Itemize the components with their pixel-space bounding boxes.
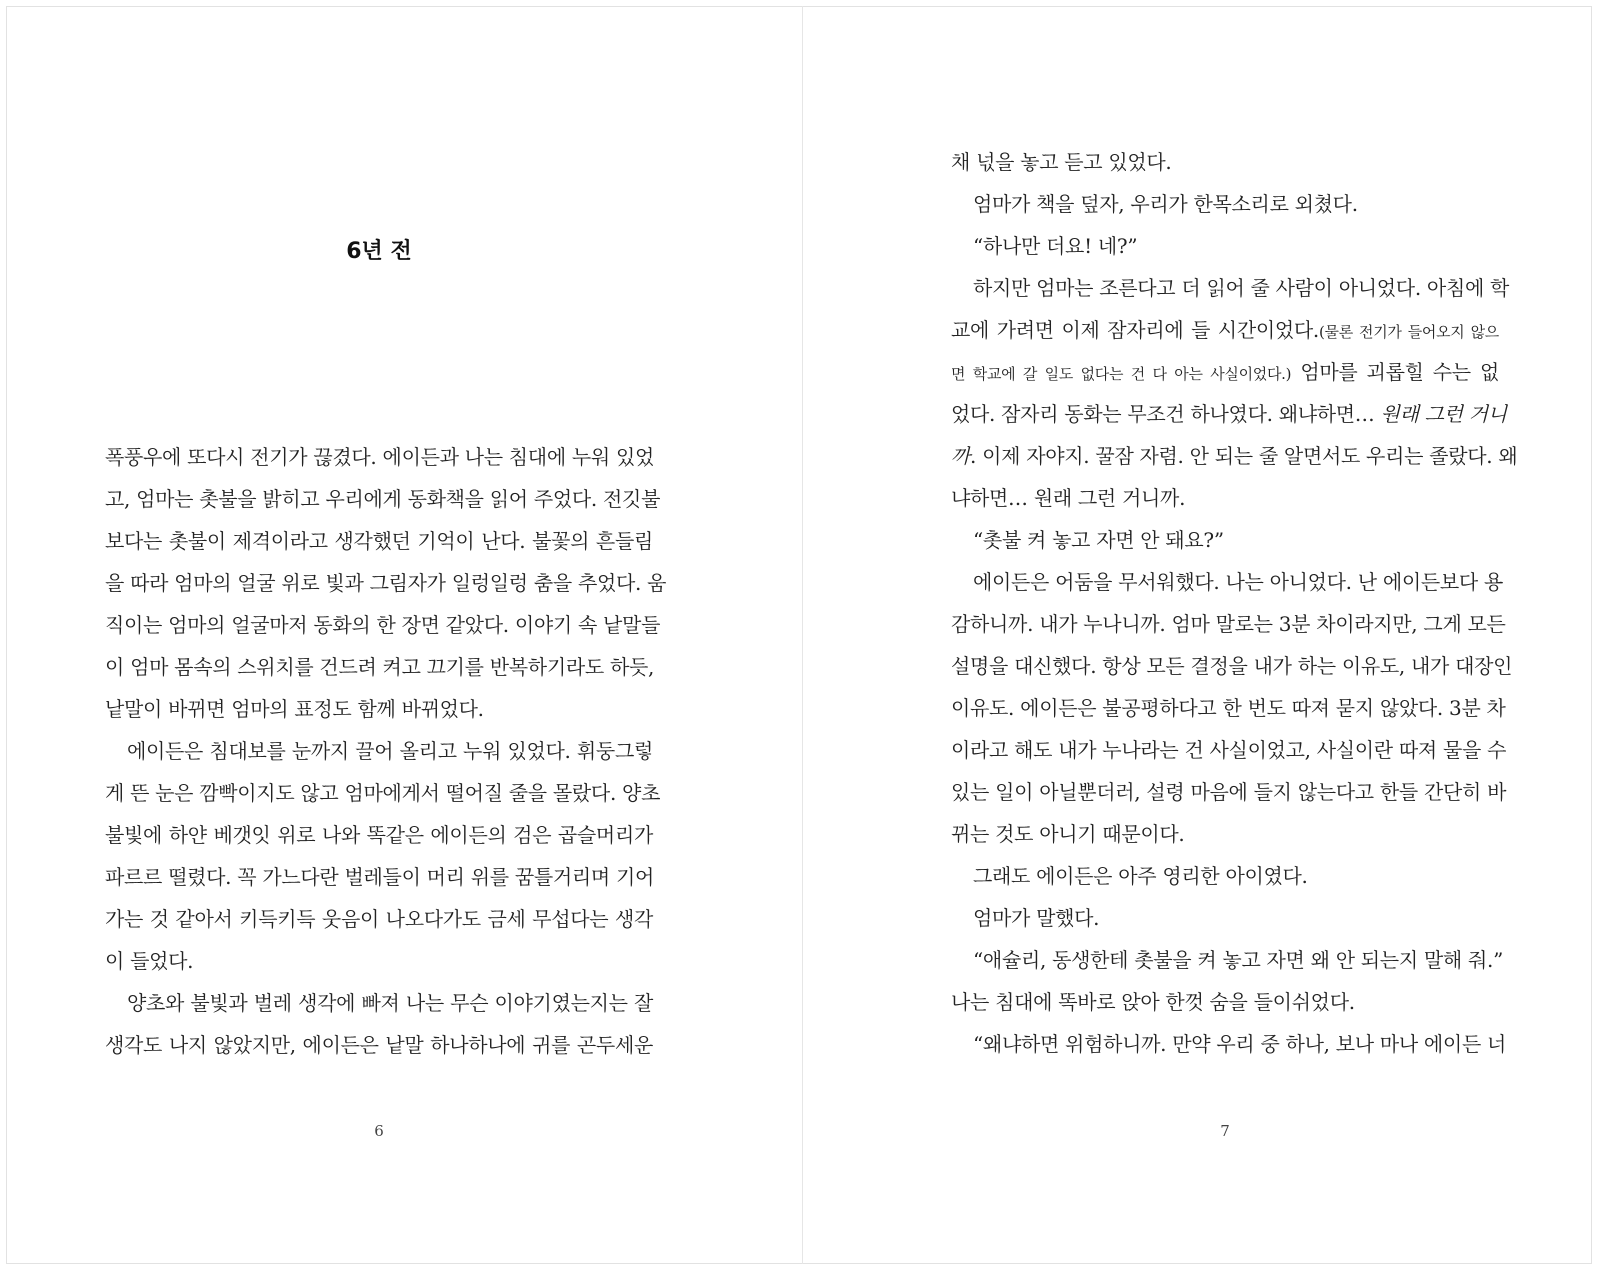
text-segment: 채 넋을 놓고 듣고 있었다. [951, 150, 1172, 174]
paragraph [951, 1027, 1507, 1069]
text-line [105, 650, 653, 692]
paragraph [951, 523, 1499, 565]
text-segment: 을 따라 엄마의 얼굴 위로 빛과 그림자가 일렁일렁 춤을 추었다. 움 [105, 571, 667, 595]
text-line [105, 734, 653, 776]
text-line [951, 145, 1499, 187]
text-segment: 보다는 촛불이 제격이라고 생각했던 기억이 난다. 불꽃의 흔들림 [105, 529, 653, 553]
text-segment: 이 엄마 몸속의 스위치를 건드려 켜고 끄기를 반복하기라도 하듯, [105, 655, 655, 679]
text-line [951, 187, 1499, 229]
text-line [951, 691, 1506, 733]
text-line [105, 608, 661, 650]
right-page [951, 0, 1518, 1272]
page-number-left: 6 [374, 1122, 384, 1140]
text-segment: 나는 침대에 똑바로 앉아 한껏 숨을 들이쉬었다. [951, 990, 1355, 1014]
text-line [951, 355, 1499, 397]
text-segment: “하나만 더요! 네?” [973, 234, 1138, 258]
text-line [951, 901, 1499, 943]
paragraph [105, 440, 667, 734]
text-line [951, 607, 1506, 649]
paragraph [951, 145, 1499, 187]
text-segment: 에이든은 어둠을 무서워했다. 나는 아니었다. 난 에이든보다 용 [973, 570, 1504, 594]
text-segment: 설명을 대신했다. 항상 모든 결정을 내가 하는 이유도, 내가 대장인 [951, 654, 1513, 678]
paragraph [105, 986, 653, 1070]
text-line [105, 482, 661, 524]
text-segment: 엄마가 말했다. [973, 906, 1100, 930]
text-segment: 생각도 나지 않았지만, 에이든은 낱말 하나하나에 귀를 곤두세운 [105, 1033, 653, 1057]
page-number-right: 7 [1220, 1122, 1230, 1140]
text-line [105, 902, 653, 944]
text-line [951, 733, 1507, 775]
text-segment: 하지만 엄마는 조른다고 더 읽어 줄 사람이 아니었다. 아침에 학 [973, 276, 1510, 300]
text-line [951, 481, 1499, 523]
text-line [951, 439, 1518, 481]
text-line [105, 566, 667, 608]
text-segment: 있는 일이 아닐뿐더러, 설령 마음에 들지 않는다고 한들 간단히 바 [951, 780, 1507, 804]
text-line [951, 775, 1507, 817]
text-segment: 그래도 에이든은 아주 영리한 아이였다. [973, 864, 1308, 888]
italic-text: 원래 그런 거니 [1380, 402, 1507, 426]
text-segment: 고, 엄마는 촛불을 밝히고 우리에게 동화책을 읽어 주었다. 전깃불 [105, 487, 661, 511]
text-segment: 감하니까. 내가 누나니까. 엄마 말로는 3분 차이라지만, 그게 모든 [951, 612, 1506, 636]
paragraph [951, 985, 1499, 1027]
aside-text: (물론 전기가 들어오지 않으 [1318, 323, 1499, 341]
text-segment: 불빛에 하얀 베갯잇 위로 나와 똑같은 에이든의 검은 곱슬머리가 [105, 823, 653, 847]
text-segment: 직이는 엄마의 얼굴마저 동화의 한 장면 같았다. 이야기 속 낱말들 [105, 613, 661, 637]
text-segment: 폭풍우에 또다시 전기가 끊겼다. 에이든과 나는 침대에 누워 있었 [105, 445, 655, 469]
text-line [951, 397, 1507, 439]
text-line [951, 523, 1499, 565]
paragraph [951, 859, 1499, 901]
text-line [951, 985, 1499, 1027]
paragraph [951, 271, 1518, 523]
text-line [951, 649, 1513, 691]
text-line [105, 440, 653, 482]
paragraph [951, 943, 1503, 985]
text-segment: 양초와 불빛과 벌레 생각에 빠져 나는 무슨 이야기였는지는 잘 [127, 991, 653, 1015]
text-line [951, 859, 1499, 901]
paragraph [105, 734, 661, 986]
text-line [105, 776, 661, 818]
text-segment: 엄마가 책을 덮자, 우리가 한목소리로 외쳤다. [973, 192, 1358, 216]
text-line [105, 1028, 653, 1070]
text-segment: 에이든은 침대보를 눈까지 끌어 올리고 누워 있었다. 휘둥그렇 [127, 739, 653, 763]
paragraph [951, 565, 1513, 859]
text-line [105, 692, 653, 734]
text-segment: 교에 가려면 이제 잠자리에 들 시간이었다. [951, 318, 1319, 342]
left-page-body [105, 440, 667, 1070]
text-line [105, 818, 653, 860]
text-segment: 이유도. 에이든은 불공평하다고 한 번도 따져 묻지 않았다. 3분 차 [951, 696, 1506, 720]
chapter-title: 6년 전 [346, 239, 412, 264]
right-page-body [951, 145, 1518, 1069]
text-segment: 이라고 해도 내가 누나라는 건 사실이었고, 사실이란 따져 물을 수 [951, 738, 1507, 762]
text-segment: 뀌는 것도 아니기 때문이다. [951, 822, 1185, 846]
paragraph [951, 187, 1499, 229]
text-segment: 파르르 떨렸다. 꼭 가느다란 벌레들이 머리 위를 꿈틀거리며 기어 [105, 865, 655, 889]
text-line [105, 986, 653, 1028]
text-segment: 게 뜬 눈은 깜빡이지도 않고 엄마에게서 떨어질 줄을 몰랐다. 양초 [105, 781, 661, 805]
text-segment: “애슐리, 동생한테 촛불을 켜 놓고 자면 왜 안 되는지 말해 줘.” [973, 948, 1503, 972]
text-line [105, 860, 653, 902]
text-segment: 가는 것 같아서 키득키득 웃음이 나오다가도 금세 무섭다는 생각 [105, 907, 653, 931]
text-line [951, 943, 1503, 985]
paragraph [951, 901, 1499, 943]
text-segment: 엄마를 괴롭힐 수는 없 [1291, 360, 1499, 384]
text-line [951, 313, 1499, 355]
page-gutter-divider [802, 6, 803, 1264]
text-line [951, 1027, 1507, 1069]
text-segment: 낱말이 바뀌면 엄마의 표정도 함께 바뀌었다. [105, 697, 484, 721]
text-segment: “왜냐하면 위험하니까. 만약 우리 중 하나, 보나 마나 에이든 너 [973, 1032, 1507, 1056]
text-line [105, 944, 653, 986]
left-page [105, 0, 667, 1272]
italic-text: 까 [951, 444, 971, 468]
paragraph [951, 229, 1499, 271]
aside-text: 면 학교에 갈 일도 없다는 건 다 아는 사실이었다.) [951, 365, 1292, 383]
text-line [105, 524, 653, 566]
text-line [951, 817, 1499, 859]
text-line [951, 565, 1504, 607]
text-segment: 냐하면… 원래 그런 거니까. [951, 486, 1186, 510]
text-segment: . 이제 자야지. 꿀잠 자렴. 안 되는 줄 알면서도 우리는 졸랐다. 왜 [970, 444, 1518, 468]
text-line [951, 229, 1499, 271]
text-segment: 었다. 잠자리 동화는 무조건 하나였다. 왜냐하면… [951, 402, 1381, 426]
text-line [951, 271, 1510, 313]
text-segment: 이 들었다. [105, 949, 194, 973]
text-segment: “촛불 켜 놓고 자면 안 돼요?” [973, 528, 1224, 552]
